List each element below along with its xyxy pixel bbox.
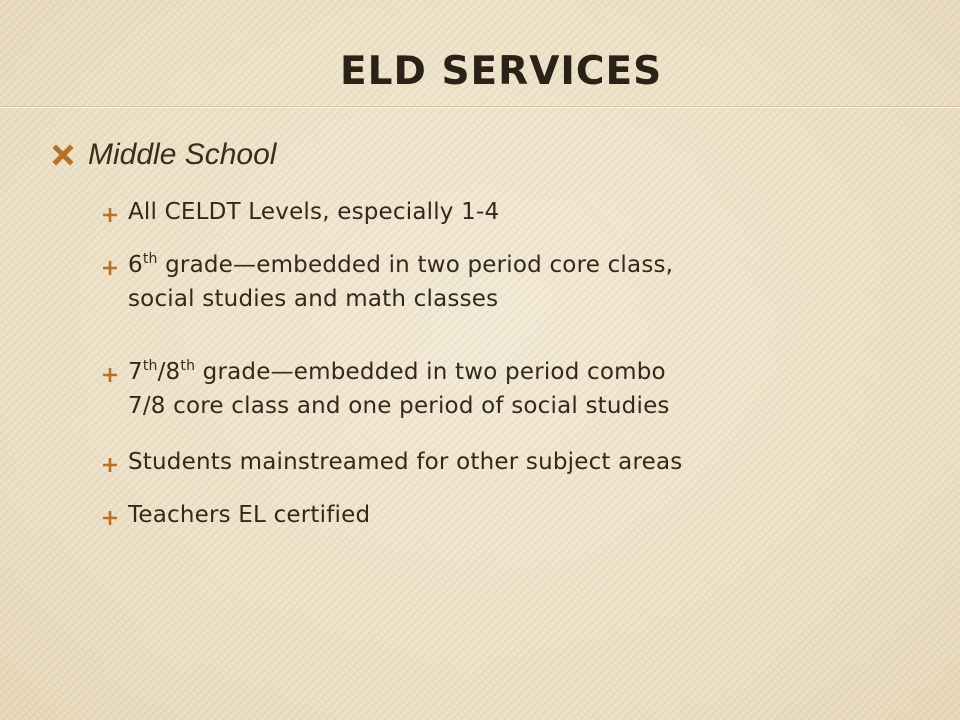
ordinal-suffix: th — [180, 358, 196, 374]
heading-middle-school: Middle School — [88, 138, 277, 171]
ordinal-suffix: th — [142, 251, 158, 267]
plus-bullet-icon — [102, 260, 118, 276]
bullet-text: All CELDT Levels, especially 1-4 — [128, 199, 500, 225]
title-divider — [0, 106, 960, 107]
bullet-text: Students mainstreamed for other subject areas — [128, 449, 683, 475]
slide-title: ELD SERVICES — [340, 49, 663, 94]
plus-bullet-icon — [102, 510, 118, 526]
x-bullet-icon — [52, 144, 74, 166]
bullet-text: grade—embedded in two period combo — [195, 359, 666, 385]
grade-number: 6 — [128, 252, 143, 278]
plus-bullet-icon — [102, 367, 118, 383]
plus-bullet-icon — [102, 207, 118, 223]
bullet-item-7th-8th-grade — [102, 355, 902, 423]
bullet-text-line-2: 7/8 core class and one period of social studies — [128, 393, 670, 419]
bullet-text-line-1 — [128, 355, 670, 389]
bullet-item-celdt — [102, 195, 902, 229]
bullet-text-line-1 — [128, 248, 673, 282]
bullet-item-teachers — [102, 498, 902, 532]
bullet-item-6th-grade — [102, 248, 902, 316]
grade-number: 7 — [128, 359, 143, 385]
ordinal-suffix: th — [142, 358, 158, 374]
bullet-text: grade—embedded in two period core class, — [157, 252, 674, 278]
heading-bullet-item — [52, 133, 912, 177]
grade-number: /8 — [157, 359, 181, 385]
plus-bullet-icon — [102, 457, 118, 473]
bullet-item-mainstreamed — [102, 445, 902, 479]
bullet-text: Teachers EL certified — [128, 502, 371, 528]
bullet-text-line-2: social studies and math classes — [128, 286, 499, 312]
